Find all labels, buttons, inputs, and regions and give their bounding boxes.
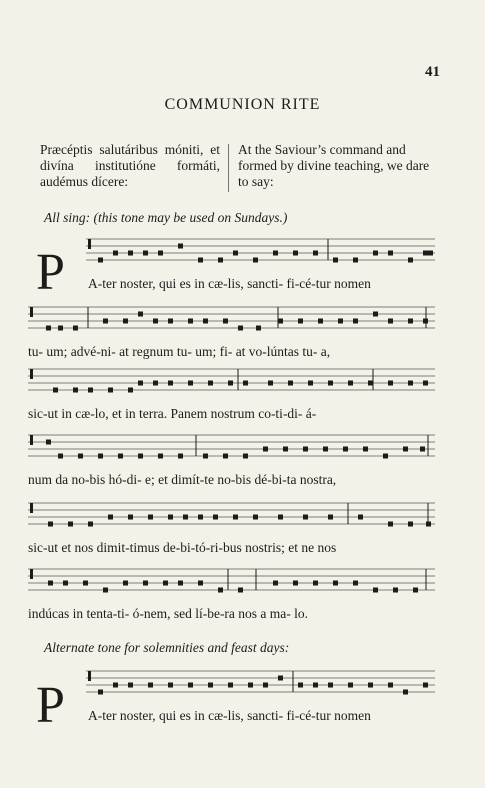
neume	[293, 251, 298, 256]
neume	[168, 381, 173, 386]
neume	[123, 319, 128, 324]
neume	[108, 515, 113, 520]
staff-graphic	[28, 432, 435, 462]
neume	[118, 454, 123, 459]
neume	[303, 447, 308, 452]
neume	[198, 581, 203, 586]
neume	[348, 381, 353, 386]
neume	[423, 251, 428, 256]
neume	[248, 683, 253, 688]
neume	[243, 454, 248, 459]
neume	[388, 381, 393, 386]
lyric-line: A-ter noster, qui es in cæ-lis, sancti- fi-cé-tur nomen	[88, 708, 371, 723]
clef	[30, 307, 33, 317]
chant-staff	[28, 366, 435, 396]
neume	[403, 447, 408, 452]
neume	[223, 319, 228, 324]
chant-staff	[28, 500, 435, 530]
neume	[263, 683, 268, 688]
neume	[218, 258, 223, 263]
neume	[128, 683, 133, 688]
neume	[298, 683, 303, 688]
neume	[123, 581, 128, 586]
neume	[373, 588, 378, 593]
lyric-line: indúcas in tenta-ti- ó-nem, sed lí-be-ra nos a ma- lo.	[28, 606, 309, 621]
neume	[313, 251, 318, 256]
neume	[263, 447, 268, 452]
staff-graphic	[28, 304, 435, 334]
neume	[358, 515, 363, 520]
neume	[383, 454, 388, 459]
neume	[53, 388, 58, 393]
neume	[308, 381, 313, 386]
dropcap-initial: P	[36, 244, 65, 301]
lyric-line: A-ter noster, qui es in cæ-lis, sancti- fi-cé-tur nomen	[88, 276, 371, 291]
neume	[188, 381, 193, 386]
neume	[143, 251, 148, 256]
lyric-line: sic-ut et nos dimit-timus de-bi-tó-ri-bus nostris; et ne nos	[28, 540, 337, 555]
neume	[293, 581, 298, 586]
neume	[103, 588, 108, 593]
neume	[328, 683, 333, 688]
neume	[83, 581, 88, 586]
neume	[388, 251, 393, 256]
neume	[408, 522, 413, 527]
neume	[198, 258, 203, 263]
dropcap-initial: P	[36, 677, 65, 734]
neume	[198, 515, 203, 520]
chant-staff	[28, 432, 435, 462]
neume	[253, 515, 258, 520]
neume	[428, 251, 433, 256]
neume	[233, 251, 238, 256]
neume	[68, 522, 73, 527]
neume	[253, 258, 258, 263]
neume	[368, 683, 373, 688]
neume	[73, 388, 78, 393]
neume	[388, 522, 393, 527]
lyric-line: sic-ut in cæ-lo, et in terra. Panem nostrum co-ti-di- á-	[28, 406, 317, 421]
lyric-line: num da no-bis hó-di- e; et dimít-te no-bis dé-bi-ta nostra,	[28, 472, 337, 487]
neume	[413, 588, 418, 593]
neume	[178, 454, 183, 459]
rubric-solemn-tone: Alternate tone for solemnities and feast days:	[44, 640, 290, 655]
neume	[153, 319, 158, 324]
section-heading: COMMUNION RITE	[164, 96, 321, 113]
chant-staff	[28, 668, 435, 698]
neume	[338, 319, 343, 324]
neume	[373, 251, 378, 256]
column-divider	[228, 144, 229, 192]
neume	[48, 522, 53, 527]
neume	[168, 319, 173, 324]
neume	[46, 326, 51, 331]
chant-staff	[28, 304, 435, 334]
neume	[46, 440, 51, 445]
neume	[303, 515, 308, 520]
neume	[423, 381, 428, 386]
neume	[283, 447, 288, 452]
neume	[278, 676, 283, 681]
neume	[188, 683, 193, 688]
neume	[420, 447, 425, 452]
neume	[88, 388, 93, 393]
neume	[143, 581, 148, 586]
page-number: 41	[425, 64, 440, 80]
clef	[88, 671, 91, 681]
neume	[88, 522, 93, 527]
neume	[408, 381, 413, 386]
neume	[153, 381, 158, 386]
neume	[388, 683, 393, 688]
neume	[403, 690, 408, 695]
neume	[423, 319, 428, 324]
neume	[138, 454, 143, 459]
neume	[278, 319, 283, 324]
neume	[58, 326, 63, 331]
neume	[63, 581, 68, 586]
neume	[168, 683, 173, 688]
neume	[373, 312, 378, 317]
neume	[328, 515, 333, 520]
neume	[408, 319, 413, 324]
neume	[208, 683, 213, 688]
neume	[273, 251, 278, 256]
neume	[393, 588, 398, 593]
rubric-sunday-tone: All sing: (this tone may be used on Sundays.)	[44, 210, 288, 225]
neume	[233, 515, 238, 520]
neume	[163, 581, 168, 586]
neume	[113, 251, 118, 256]
neume	[128, 515, 133, 520]
neume	[178, 581, 183, 586]
neume	[353, 258, 358, 263]
neume	[313, 581, 318, 586]
neume	[223, 454, 228, 459]
neume	[363, 447, 368, 452]
neume	[423, 683, 428, 688]
neume	[388, 319, 393, 324]
neume	[368, 381, 373, 386]
neume	[183, 515, 188, 520]
neume	[148, 683, 153, 688]
neume	[148, 515, 153, 520]
lyric-line: tu- um; advé-ni- at regnum tu- um; fi- at vo-lúntas tu- a,	[28, 344, 331, 359]
neume	[256, 326, 261, 331]
neume	[138, 381, 143, 386]
neume	[98, 258, 103, 263]
neume	[228, 683, 233, 688]
clef	[30, 569, 33, 579]
neume	[343, 447, 348, 452]
neume	[353, 581, 358, 586]
neume	[108, 388, 113, 393]
chant-staff	[28, 236, 435, 266]
neume	[288, 381, 293, 386]
neume	[278, 515, 283, 520]
chant-staff	[28, 566, 435, 596]
clef	[30, 503, 33, 513]
neume	[353, 319, 358, 324]
neume	[328, 381, 333, 386]
neume	[213, 515, 218, 520]
neume	[218, 588, 223, 593]
neume	[203, 319, 208, 324]
neume	[426, 522, 431, 527]
neume	[158, 454, 163, 459]
neume	[333, 581, 338, 586]
neume	[98, 454, 103, 459]
neume	[98, 690, 103, 695]
neume	[203, 454, 208, 459]
neume	[318, 319, 323, 324]
neume	[228, 381, 233, 386]
neume	[48, 581, 53, 586]
intro-latin: Præcéptis salutáribus móniti, et divína institutióne formáti, audémus dícere:	[40, 142, 220, 189]
clef	[30, 369, 33, 379]
neume	[348, 683, 353, 688]
neume	[408, 258, 413, 263]
staff-graphic	[28, 500, 435, 530]
neume	[73, 326, 78, 331]
neume	[243, 381, 248, 386]
neume	[128, 388, 133, 393]
staff-graphic	[28, 236, 435, 266]
neume	[178, 244, 183, 249]
neume	[168, 515, 173, 520]
neume	[78, 454, 83, 459]
neume	[113, 683, 118, 688]
neume	[103, 319, 108, 324]
neume	[323, 447, 328, 452]
neume	[268, 381, 273, 386]
neume	[158, 251, 163, 256]
neume	[333, 258, 338, 263]
neume	[313, 683, 318, 688]
staff-graphic	[28, 366, 435, 396]
neume	[238, 326, 243, 331]
neume	[208, 381, 213, 386]
clef	[30, 435, 33, 445]
staff-graphic	[28, 566, 435, 596]
neume	[273, 581, 278, 586]
neume	[128, 251, 133, 256]
intro-english: At the Saviour’s command and formed by divine teaching, we dare to say:	[238, 142, 430, 189]
neume	[298, 319, 303, 324]
neume	[238, 588, 243, 593]
clef	[88, 239, 91, 249]
neume	[58, 454, 63, 459]
neume	[188, 319, 193, 324]
staff-graphic	[28, 668, 435, 698]
neume	[138, 312, 143, 317]
